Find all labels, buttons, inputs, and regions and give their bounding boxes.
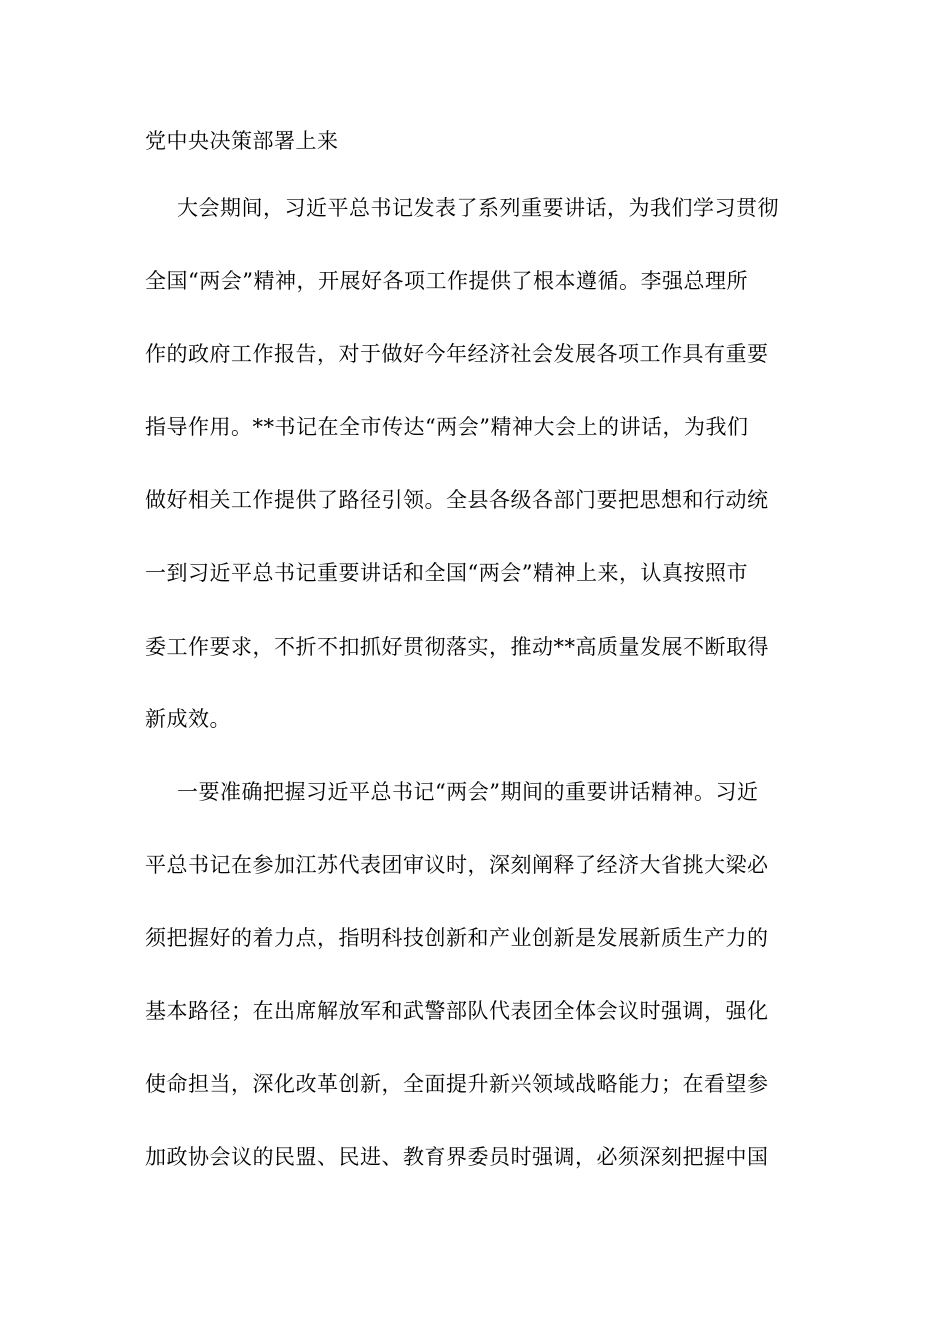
text-line: 党中央决策部署上来: [145, 129, 339, 153]
text-line: 须把握好的着力点，指明科技创新和产业创新是发展新质生产力的: [145, 926, 769, 950]
text-line: 全国“两会”精神，开展好各项工作提供了根本遵循。李强总理所: [145, 269, 748, 293]
text-line: 指导作用。**书记在全市传达“两会”精神大会上的讲话，为我们: [145, 415, 749, 439]
text-line: 基本路径；在出席解放军和武警部队代表团全体会议时强调，强化: [145, 999, 769, 1023]
text-line: 一要准确把握习近平总书记“两会”期间的重要讲话精神。习近: [177, 780, 759, 804]
text-line: 使命担当，深化改革创新，全面提升新兴领域战略能力；在看望参: [145, 1072, 769, 1096]
text-line: 大会期间，习近平总书记发表了系列重要讲话，为我们学习贯彻: [177, 196, 779, 220]
text-line: 委工作要求，不折不扣抓好贯彻落实，推动**高质量发展不断取得: [145, 635, 769, 659]
text-line: 平总书记在参加江苏代表团审议时，深刻阐释了经济大省挑大梁必: [145, 853, 769, 877]
text-line: 一到习近平总书记重要讲话和全国“两会”精神上来，认真按照市: [145, 561, 748, 585]
text-line: 作的政府工作报告，对于做好今年经济社会发展各项工作具有重要: [145, 342, 769, 366]
text-line: 新成效。: [145, 707, 231, 731]
text-line: 做好相关工作提供了路径引领。全县各级各部门要把思想和行动统: [145, 488, 769, 512]
text-line: 加政协会议的民盟、民进、教育界委员时强调，必须深刻把握中国: [145, 1145, 769, 1169]
